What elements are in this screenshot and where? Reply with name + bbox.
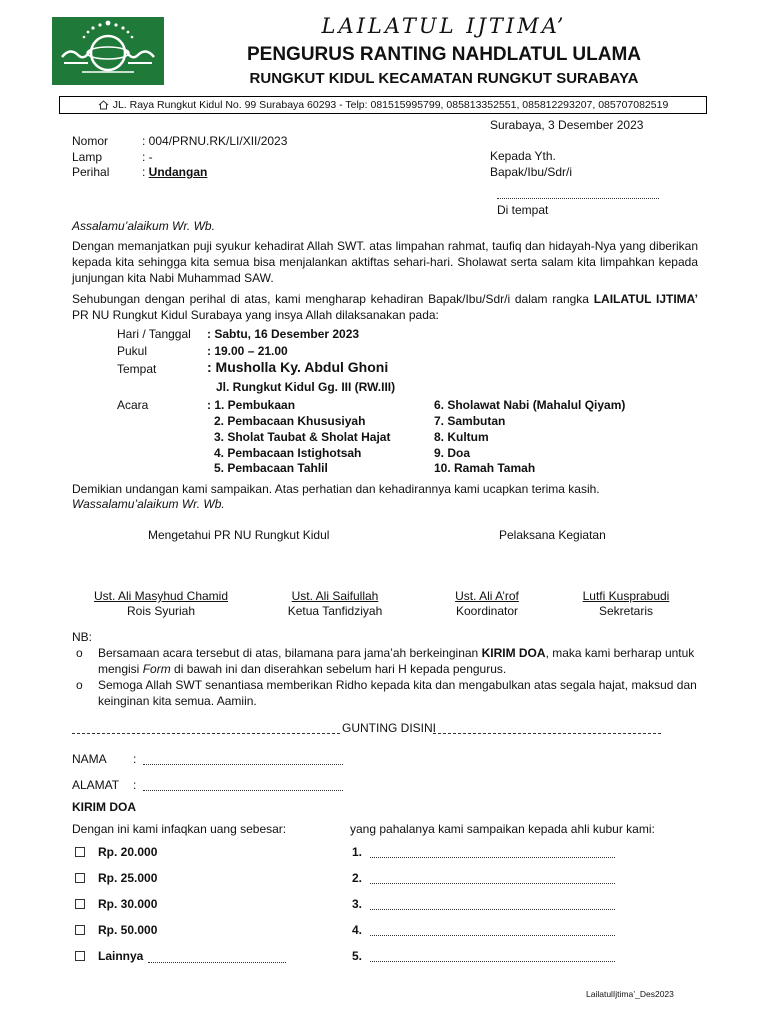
perihal-value: : Undangan: [142, 165, 208, 179]
nomor-label: Nomor: [72, 134, 109, 148]
option-checkbox[interactable]: [75, 925, 85, 935]
tempat-address: Jl. Rungkut Kidul Gg. III (RW.III): [216, 380, 396, 394]
tempat-label: Tempat: [117, 362, 157, 376]
signer-role: Koordinator: [455, 604, 519, 618]
signer-name: Ust. Ali Masyhud Chamid: [93, 589, 229, 603]
nama-field[interactable]: [143, 764, 343, 765]
acara-item: 7. Sambutan: [434, 414, 506, 428]
tempat-value: : Musholla Ky. Abdul Ghoni: [207, 359, 389, 375]
recipient-line-2: Bapak/Ibu/Sdr/i: [490, 165, 573, 179]
hari-value: : Sabtu, 16 Desember 2023: [207, 327, 360, 341]
option-checkbox[interactable]: [75, 951, 85, 961]
ahli-kubur-number: 4.: [352, 923, 363, 937]
nb-label: NB:: [72, 630, 93, 644]
cut-label: GUNTING DISINI: [342, 721, 437, 735]
ahli-kubur-number: 1.: [352, 845, 363, 859]
cut-line-right: [433, 733, 661, 734]
ahli-kubur-field[interactable]: [370, 935, 615, 936]
ahli-kubur-field[interactable]: [370, 883, 615, 884]
pukul-label: Pukul: [117, 344, 148, 358]
cut-line-left: [72, 733, 340, 734]
option-label: Rp. 20.000: [98, 845, 158, 859]
paragraph-1: Dengan memanjatkan puji syukur kehadirat Allah SWT. atas limpahan rahmat, taufiq dan hidayah-Nya yang diberikan kepada kita sehingga kita semua bisa menjalankan aktiftas sehari-hari. Sholawat serta salam kita limpahkan kepada junjungan kita Nabi Muhammad SAW.: [72, 239, 698, 285]
lainnya-field[interactable]: [148, 962, 286, 963]
footer-filename: LailatulIjtima’_Des2023: [586, 989, 674, 999]
acara-item: 4. Pembacaan Istighotsah: [214, 446, 362, 460]
lamp-value: : -: [142, 150, 153, 164]
header-subtitle: RUNGKUT KIDUL KECAMATAN RUNGKUT SURABAYA: [249, 70, 639, 87]
signer-role: Sekretaris: [598, 604, 654, 618]
acara-item: 6. Sholawat Nabi (Mahalul Qiyam): [434, 398, 626, 412]
acara-item: 9. Doa: [434, 446, 471, 460]
home-icon: [98, 99, 109, 114]
signer-name: Ust. Ali Saifullah: [291, 589, 379, 603]
ahli-kubur-field[interactable]: [370, 909, 615, 910]
option-label: Rp. 50.000: [98, 923, 158, 937]
header-org: PENGURUS RANTING NAHDLATUL ULAMA: [246, 44, 642, 65]
kirim-doa-title: KIRIM DOA: [72, 800, 136, 814]
address-text: JL. Raya Rungkut Kidul No. 99 Surabaya 60293 - Telp: 081515995799, 085813352551, 085812293207, 085707082519: [112, 99, 669, 111]
option-label: Rp. 30.000: [98, 897, 158, 911]
sign-left-heading: Mengetahui PR NU Rungkut Kidul: [148, 528, 330, 542]
nb-item-2: Semoga Allah SWT senantiasa memberikan Ridho kepada kita dan mengabulkan atas segala hajat, maksud dan keinginan kita semua. Aamiin.: [98, 678, 697, 708]
signer-role: Rois Syuriah: [126, 604, 196, 618]
wassalam: Wassalamu’alaikum Wr. Wb.: [72, 497, 225, 511]
option-checkbox[interactable]: [75, 899, 85, 909]
option-label: Rp. 25.000: [98, 871, 158, 885]
nb-item-1: Bersamaan acara tersebut di atas, bilamana para jama’ah berkeinginan KIRIM DOA, maka kami berharap untuk mengisi Form di bawah ini dan diserahkan sebelum hari H kepada pengurus.: [98, 646, 695, 676]
closing: Demikian undangan kami sampaikan. Atas perhatian dan kehadirannya kami ucapkan terima kasih.: [72, 482, 600, 496]
acara-item: 5. Pembacaan Tahlil: [214, 461, 328, 475]
alamat-field[interactable]: [143, 790, 343, 791]
paragraph-2: Sehubungan dengan perihal di atas, kami mengharap kehadiran Bapak/Ibu/Sdr/i dalam rangka LAILATUL IJTIMA’ PR NU Rungkut Kidul Surabaya yang insya Allah dilaksanakan pada:: [72, 292, 699, 322]
infaq-text: Dengan ini kami infaqkan uang sebesar:: [72, 822, 287, 836]
acara-item: 3. Sholat Taubat & Sholat Hajat: [214, 430, 391, 444]
salam: Assalamu’alaikum Wr. Wb.: [72, 219, 215, 233]
letter-date: Surabaya, 3 Desember 2023: [490, 118, 644, 132]
option-checkbox[interactable]: [75, 847, 85, 857]
pukul-value: : 19.00 – 21.00: [207, 344, 288, 358]
ahli-kubur-number: 2.: [352, 871, 363, 885]
bullet-icon: o: [76, 646, 83, 660]
address-box: [59, 96, 707, 114]
perihal-label: Perihal: [72, 165, 110, 179]
signer-name: Ust. Ali A’rof: [455, 589, 519, 603]
ahli-kubur-field[interactable]: [370, 857, 615, 858]
acara-item: 2. Pembacaan Khususiyah: [214, 414, 366, 428]
acara-item: 8. Kultum: [434, 430, 489, 444]
lamp-label: Lamp: [72, 150, 103, 164]
signer-role: Ketua Tanfidziyah: [287, 604, 383, 618]
ahli-kubur-number: 5.: [352, 949, 363, 963]
nama-colon: :: [133, 752, 137, 766]
nama-label: NAMA: [72, 752, 107, 766]
acara-label: Acara: [117, 398, 149, 412]
alamat-colon: :: [133, 778, 137, 792]
nomor-value: : 004/PRNU.RK/LI/XII/2023: [142, 134, 288, 148]
signer-name: Lutfi Kusprabudi: [582, 589, 670, 603]
recipient-line-1: Kepada Yth.: [490, 149, 556, 163]
sign-right-heading: Pelaksana Kegiatan: [499, 528, 606, 542]
header-title: LAILATUL IJTIMA’: [321, 14, 567, 38]
alamat-label: ALAMAT: [72, 778, 120, 792]
hari-label: Hari / Tanggal: [117, 327, 191, 341]
ahli-kubur-field[interactable]: [370, 961, 615, 962]
bullet-icon: o: [76, 678, 83, 692]
recipient-line-4: Di tempat: [497, 203, 549, 217]
acara-item: : 1. Pembukaan: [207, 398, 296, 412]
option-label: Lainnya: [98, 949, 144, 963]
recipient-blank-line: [497, 198, 659, 199]
ahli-kubur-number: 3.: [352, 897, 363, 911]
pahala-text: yang pahalanya kami sampaikan kepada ahli kubur kami:: [350, 822, 655, 836]
acara-item: 10. Ramah Tamah: [434, 461, 536, 475]
option-checkbox[interactable]: [75, 873, 85, 883]
